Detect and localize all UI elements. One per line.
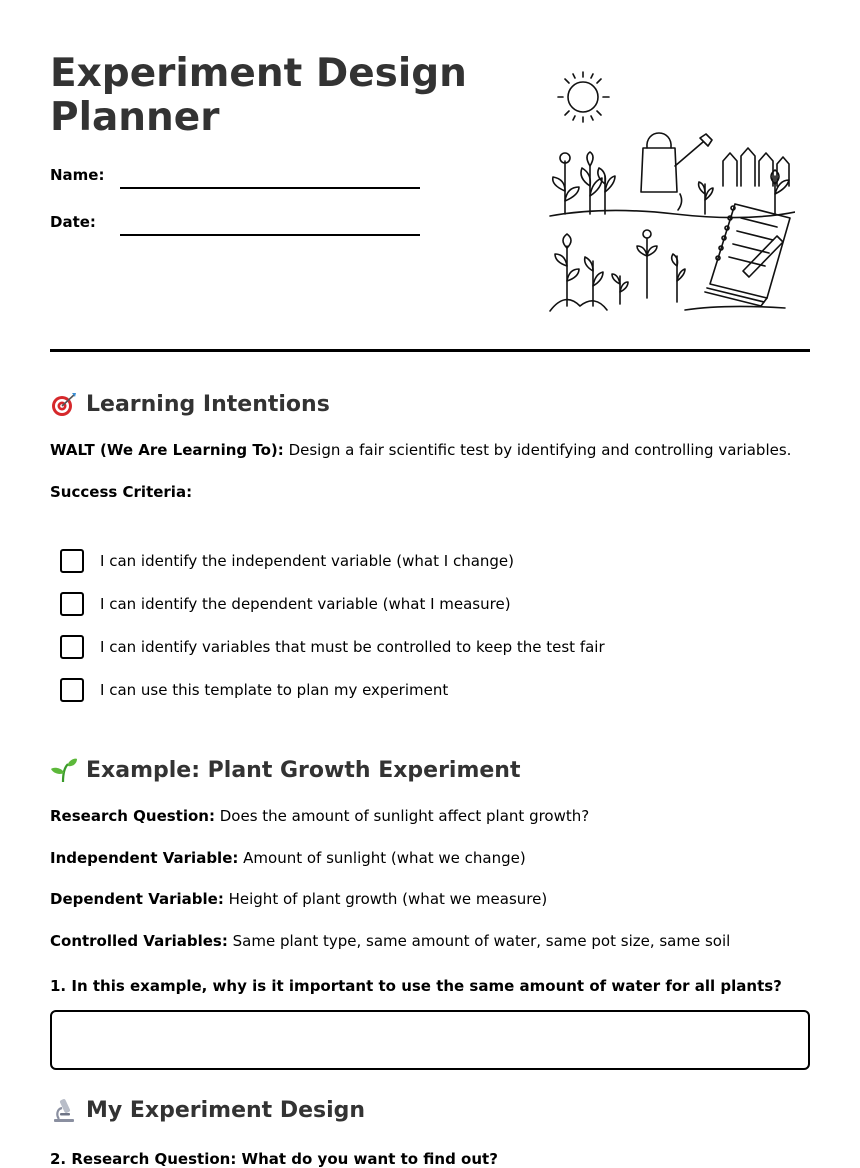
criteria-item[interactable] — [60, 678, 448, 702]
fence-icon — [723, 148, 789, 186]
walt-text: Design a fair scientific test by identifying and controlling variables. — [288, 441, 792, 459]
criteria-text: I can identify variables that must be controlled to keep the test fair — [100, 638, 605, 656]
target-icon — [50, 390, 78, 418]
my-design-heading — [50, 1096, 365, 1124]
date-field[interactable] — [120, 234, 420, 236]
example-heading — [50, 756, 521, 784]
seedling-icon — [50, 756, 78, 784]
criteria-checkbox[interactable] — [60, 635, 84, 659]
notebook-icon — [705, 204, 790, 306]
criteria-checkbox[interactable] — [60, 592, 84, 616]
question-1-answer-box[interactable] — [50, 1010, 810, 1070]
question-2: 2. Research Question: What do you want to find out? — [50, 1150, 498, 1168]
plants-icon — [553, 152, 789, 214]
criteria-checkbox[interactable] — [60, 678, 84, 702]
criteria-item[interactable] — [60, 549, 514, 573]
sun-icon — [558, 72, 609, 122]
grass-line — [685, 306, 785, 310]
garden-illustration — [545, 66, 795, 316]
microscope-icon — [50, 1096, 78, 1124]
walt-statement — [50, 441, 791, 459]
question-1: 1. In this example, why is it important to use the same amount of water for all plants? — [50, 977, 782, 995]
walt-label: WALT (We Are Learning To): — [50, 441, 284, 459]
name-label: Name: — [50, 166, 105, 184]
header-divider — [50, 349, 810, 352]
page-title: Experiment Design Planner — [50, 51, 467, 140]
learning-intentions-title: Learning Intentions — [86, 391, 330, 417]
learning-intentions-heading — [50, 390, 330, 418]
date-label: Date: — [50, 213, 96, 231]
criteria-text: I can use this template to plan my experiment — [100, 681, 449, 699]
my-design-title: My Experiment Design — [86, 1097, 366, 1123]
example-title: Example: Plant Growth Experiment — [86, 757, 521, 783]
criteria-text: I can identify the independent variable (what I change) — [100, 552, 515, 570]
independent-variable-row: Independent Variable: Amount of sunlight (what we change) — [50, 849, 526, 867]
criteria-checkbox[interactable] — [60, 549, 84, 573]
research-question-row: Research Question: Does the amount of sunlight affect plant growth? — [50, 807, 590, 825]
name-field[interactable] — [120, 187, 420, 189]
dependent-variable-row: Dependent Variable: Height of plant growth (what we measure) — [50, 890, 548, 908]
criteria-text: I can identify the dependent variable (what I measure) — [100, 595, 511, 613]
ground-line — [550, 210, 795, 217]
success-criteria-label: Success Criteria: — [50, 483, 193, 501]
lower-plants-icon — [550, 230, 685, 311]
watering-can-icon — [641, 133, 712, 210]
criteria-item[interactable] — [60, 635, 605, 659]
controlled-variables-row: Controlled Variables: Same plant type, same amount of water, same pot size, same soil — [50, 932, 731, 950]
criteria-item[interactable] — [60, 592, 511, 616]
